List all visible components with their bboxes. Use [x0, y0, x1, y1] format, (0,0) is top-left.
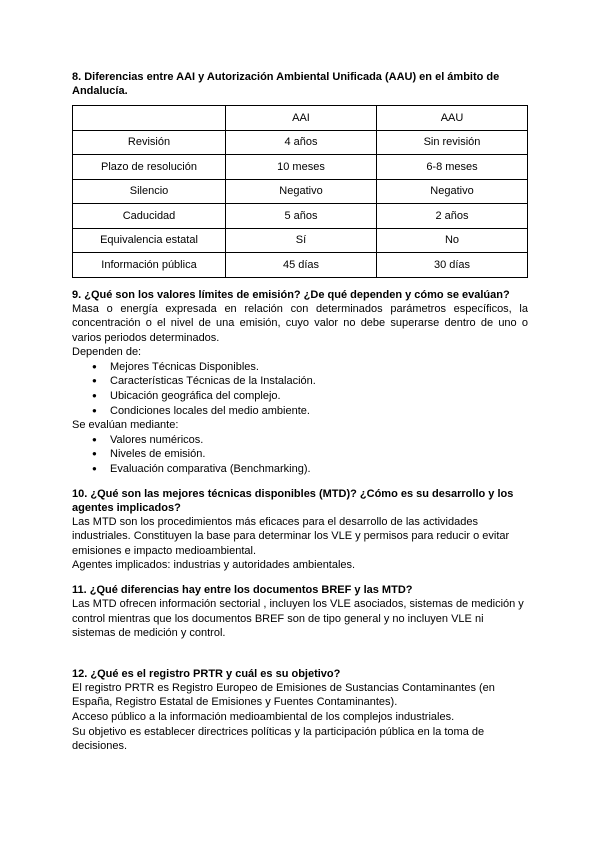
- table-cell: Plazo de resolución: [73, 155, 226, 180]
- table-header-cell: AAU: [377, 106, 528, 131]
- section-11: [72, 583, 528, 641]
- section-10-title: 10. ¿Qué son las mejores técnicas disponibles (MTD)? ¿Cómo es su desarrollo y los agentes implicados?: [72, 487, 514, 514]
- list-item: ● Características Técnicas de la Instalación.: [110, 374, 528, 389]
- table-cell: Silencio: [73, 179, 226, 204]
- table-cell: Equivalencia estatal: [73, 228, 226, 253]
- depend-list: [72, 360, 528, 418]
- eval-list: [72, 433, 528, 477]
- section-12: [72, 667, 528, 754]
- section-12-title: 12. ¿Qué es el registro PRTR y cuál es su objetivo?: [72, 667, 341, 680]
- list-item: ● Condiciones locales del medio ambiente.: [110, 404, 528, 419]
- table-cell: 4 años: [226, 130, 377, 155]
- list-item: ● Niveles de emisión.: [110, 447, 528, 462]
- list-item: ● Ubicación geográfica del complejo.: [110, 389, 528, 404]
- table-cell: Revisión: [73, 130, 226, 155]
- table-cell: Negativo: [377, 179, 528, 204]
- section-11-title: 11. ¿Qué diferencias hay entre los documentos BREF y las MTD?: [72, 584, 413, 596]
- table-header-cell: [73, 106, 226, 131]
- section-12-access: Acceso público a la información medioambiental de los complejos industriales.: [72, 710, 455, 723]
- comparison-table: [72, 105, 528, 278]
- table-row: [73, 204, 528, 229]
- table-cell: Información pública: [73, 253, 226, 278]
- table-header-row: [73, 106, 528, 131]
- list-item: ● Mejores Técnicas Disponibles.: [110, 360, 528, 375]
- table-row: [73, 228, 528, 253]
- list-item: ● Evaluación comparativa (Benchmarking).: [110, 462, 528, 477]
- table-cell: 5 años: [226, 204, 377, 229]
- table-row: [73, 155, 528, 180]
- table-header-cell: AAI: [226, 106, 377, 131]
- table-cell: 6-8 meses: [377, 155, 528, 180]
- list-item: ● Valores numéricos.: [110, 433, 528, 448]
- table-cell: Negativo: [226, 179, 377, 204]
- section-9-title: 9. ¿Qué son los valores límites de emisión? ¿De qué dependen y cómo se evalúan?: [72, 288, 510, 301]
- table-cell: 2 años: [377, 204, 528, 229]
- section-9: [72, 288, 528, 477]
- table-cell: 30 días: [377, 253, 528, 278]
- table-row: [73, 179, 528, 204]
- section-8-title: 8. Diferencias entre AAI y Autorización Ambiental Unificada (AAU) en el ámbito de Andalucía.: [72, 71, 500, 97]
- section-10: [72, 487, 528, 573]
- eval-label: Se evalúan mediante:: [72, 419, 179, 432]
- table-cell: No: [377, 228, 528, 253]
- table-cell: Caducidad: [73, 204, 226, 229]
- section-12-objective: Su objetivo es establecer directrices políticas y la participación pública en la toma de decisiones.: [72, 725, 485, 753]
- table-cell: 45 días: [226, 253, 377, 278]
- section-12-paragraph: El registro PRTR es Registro Europeo de Emisiones de Sustancias Contaminantes (en España, Registro Estatal de Emisiones y Fuentes Contaminantes).: [72, 681, 495, 709]
- section-11-paragraph: Las MTD ofrecen información sectorial , incluyen los VLE asociados, sistemas de medición y control mientras que los documentos BREF son de tipo general y no incluyen VLE ni sistemas de medición y control.: [72, 598, 524, 640]
- section-8: [72, 70, 528, 278]
- document-page: [72, 70, 528, 754]
- section-10-agents: Agentes implicados: industrias y autoridades ambientales.: [72, 559, 356, 572]
- section-9-definition: Masa o energía expresada en relación con determinados parámetros específicos, la concentración o el nivel de una emisión, cuyo valor no debe superarse dentro de uno o varios periodos determinados.: [72, 302, 528, 344]
- table-row: [73, 253, 528, 278]
- table-cell: Sin revisión: [377, 130, 528, 155]
- depend-label: Dependen de:: [72, 346, 142, 359]
- table-cell: Sí: [226, 228, 377, 253]
- table-row: [73, 130, 528, 155]
- section-10-paragraph: Las MTD son los procedimientos más eficaces para el desarrollo de las actividades industriales. Constituyen la base para determinar los VLE y permisos para reducir o evitar emisiones e impacto medioambiental.: [72, 515, 510, 557]
- table-cell: 10 meses: [226, 155, 377, 180]
